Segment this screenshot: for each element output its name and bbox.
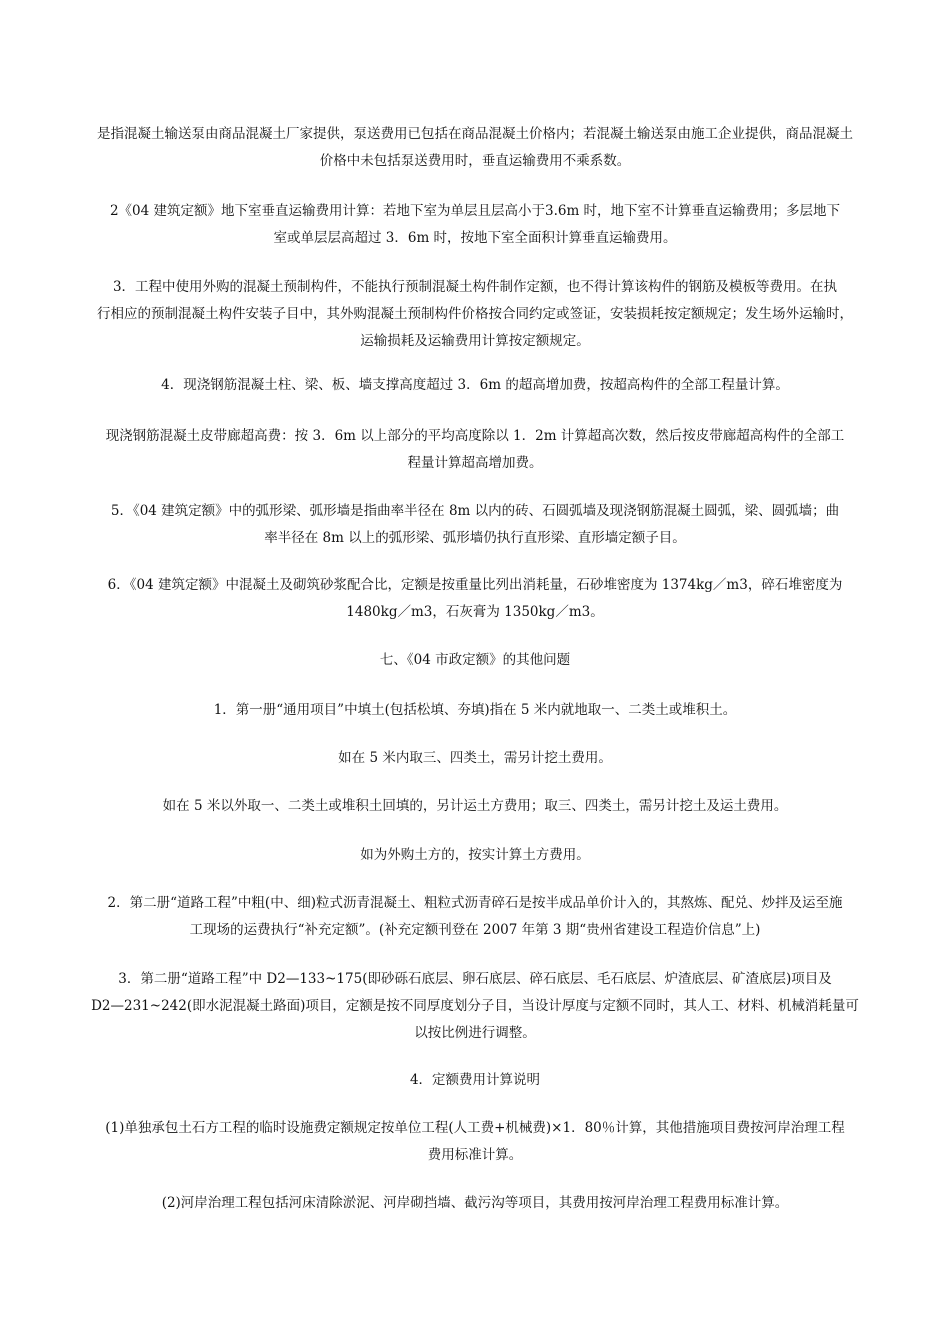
text-line: 3．第二册“道路工程”中 D2—133~175(即砂砾石底层、卵石底层、碎石底层、毛石底层、炉渣底层、矿渣底层)项目及 xyxy=(118,971,832,987)
text-line: 运输损耗及运输费用计算按定额规定。 xyxy=(360,333,590,349)
text-line: 4．现浇钢筋混凝土柱、梁、板、墙支撑高度超过 3．6m 的超高增加费，按超高构件的全部工程量计算。 xyxy=(161,377,789,393)
text-line: 1．第一册“通用项目”中填土(包括松填、夯填)指在 5 米内就地取一、二类土或堆积土。 xyxy=(213,702,737,718)
text-line: (1)单独承包土石方工程的临时设施费定额规定按单位工程(人工费+机械费)×1．80％计算，其他措施项目费按河岸治理工程 xyxy=(105,1120,845,1136)
text-line: 价格中未包括泵送费用时，垂直运输费用不乘系数。 xyxy=(319,153,631,169)
text-line: 6．《04 建筑定额》中混凝土及砌筑砂浆配合比，定额是按重量比列出消耗量，石砂堆密度为 1374kg／m3，碎石堆密度为 xyxy=(107,577,843,593)
text-line: 现浇钢筋混凝土皮带廊超高费：按 3．6m 以上部分的平均高度除以 1．2m 计算超高次数，然后按皮带廊超高构件的全部工 xyxy=(105,428,845,444)
paragraph-item-4 xyxy=(70,372,880,399)
paragraph-item-2 xyxy=(70,198,880,252)
text-line: 是指混凝土输送泵由商品混凝土厂家提供，泵送费用已包括在商品混凝土价格内；若混凝土输送泵由施工企业提供，商品混凝土 xyxy=(97,126,853,142)
text-line: 行相应的预制混凝土构件安装子目中，其外购混凝土预制构件价格按合同约定或签证，安装损耗按定额规定；发生场外运输时， xyxy=(97,306,853,322)
paragraph-municipal-3 xyxy=(70,966,880,1047)
paragraph-item-3 xyxy=(70,274,880,355)
paragraph-fee-1 xyxy=(70,1115,880,1169)
paragraph-municipal-1 xyxy=(70,697,880,724)
text-line: 如为外购土方的，按实计算土方费用。 xyxy=(360,847,590,863)
text-line: 如在 5 米内取三、四类土，需另计挖土费用。 xyxy=(338,750,612,766)
text-line: 1480kg／m3，石灰膏为 1350kg／m3。 xyxy=(346,604,604,620)
section-heading xyxy=(70,647,880,674)
text-line: 2．第二册“道路工程”中粗(中、细)粒式沥青混凝土、粗粒式沥青碎石是按半成品单价计入的，其熬炼、配兑、炒拌及运至施 xyxy=(107,895,843,911)
text-line: 3．工程中使用外购的混凝土预制构件，不能执行预制混凝土构件制作定额，也不得计算该构件的钢筋及模板等费用。在执 xyxy=(112,279,838,295)
text-line: 5．《04 建筑定额》中的弧形梁、弧形墙是指曲率半径在 8m 以内的砖、石圆弧墙及现浇钢筋混凝土圆弧，梁、圆弧墙；曲 xyxy=(110,503,840,519)
text-line: 费用标准计算。 xyxy=(427,1147,523,1163)
paragraph-fee-2 xyxy=(70,1190,880,1217)
text-line: 七、《04 市政定额》的其他问题 xyxy=(379,652,571,668)
text-line: 以按比例进行调整。 xyxy=(414,1025,536,1041)
paragraph-municipal-4 xyxy=(70,1067,880,1094)
text-line: 率半径在 8m 以上的弧形梁、弧形墙仍执行直形梁、直形墙定额子目。 xyxy=(264,530,686,546)
paragraph-municipal-2 xyxy=(70,890,880,944)
text-line: (2)河岸治理工程包括河床清除淤泥、河岸砌挡墙、截污沟等项目，其费用按河岸治理工程费用标准计算。 xyxy=(161,1195,789,1211)
paragraph-item-6 xyxy=(70,572,880,626)
paragraph-belt-gallery xyxy=(70,423,880,477)
text-line: 工现场的运费执行“补充定额”。(补充定额刊登在 2007 年第 3 期“贵州省建设工程造价信息”上) xyxy=(189,922,761,938)
paragraph-municipal-1a xyxy=(70,745,880,772)
paragraph-municipal-1b xyxy=(70,793,880,820)
text-line: 室或单层层高超过 3．6m 时，按地下室全面积计算垂直运输费用。 xyxy=(273,230,677,246)
text-line: 如在 5 米以外取一、二类土或堆积土回填的，另计运土方费用；取三、四类土，需另计挖土及运土费用。 xyxy=(162,798,788,814)
text-line: 程量计算超高增加费。 xyxy=(407,455,543,471)
text-line: 4．定额费用计算说明 xyxy=(409,1072,541,1088)
paragraph-pumping-cost xyxy=(70,121,880,175)
text-line: D2—231~242(即水泥混凝土路面)项目，定额是按不同厚度划分子目，当设计厚度与定额不同时，其人工、材料、机械消耗量可 xyxy=(91,998,859,1014)
paragraph-municipal-1c xyxy=(70,842,880,869)
paragraph-item-5 xyxy=(70,498,880,552)
text-line: 2《04 建筑定额》地下室垂直运输费用计算：若地下室为单层且层高小于3.6m 时，地下室不计算垂直运输费用；多层地下 xyxy=(109,203,841,219)
